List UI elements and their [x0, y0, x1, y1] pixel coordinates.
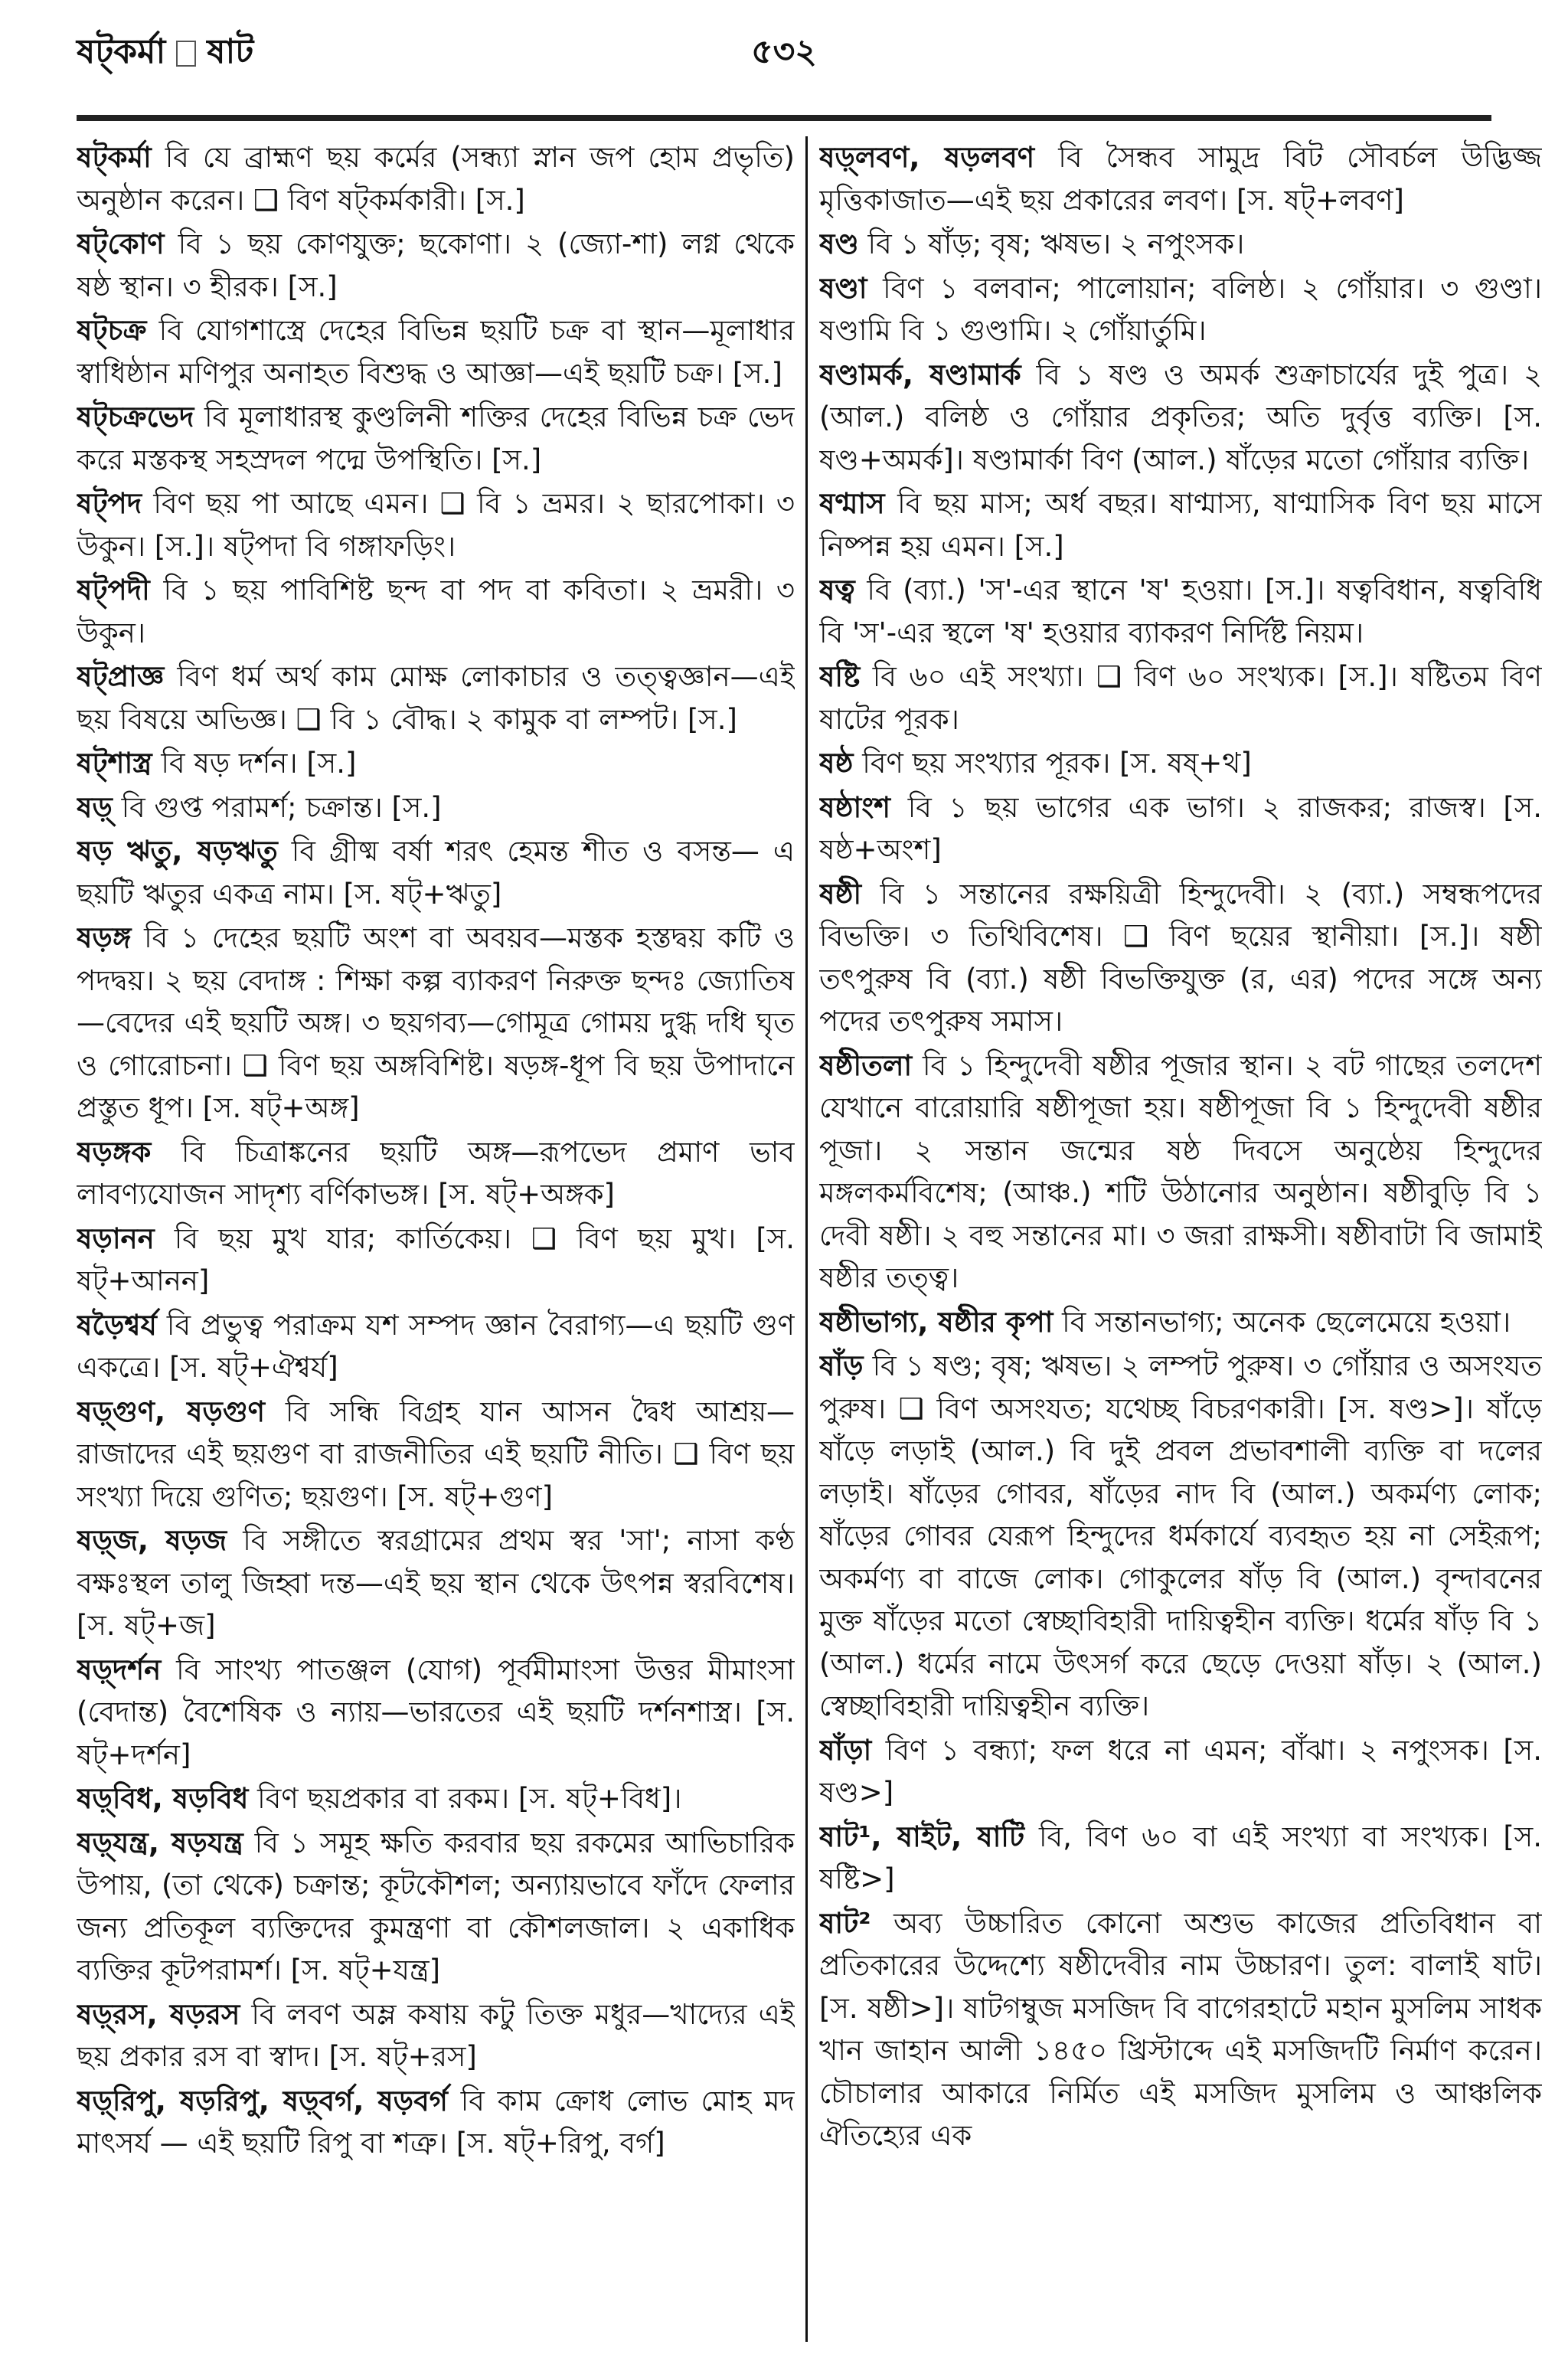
- entry-definition: বি (ব্যা.) 'স'-এর স্থানে 'ষ' হওয়া। [স.]। ষত্ববিধান, ষত্ববিধি বি 'স'-এর স্থলে 'ষ' হওয়ার ব্যাকরণ নির্দিষ্ট নিয়ম।: [819, 574, 1542, 649]
- dictionary-entry: [819, 267, 1542, 352]
- dictionary-entry: [77, 1777, 795, 1820]
- entry-definition: বি গুপ্ত পরামর্শ; চক্রান্ত। [স.]: [112, 790, 442, 824]
- entry-headword: ষট্‌চক্রভেদ: [77, 401, 194, 433]
- dictionary-entry: [819, 1902, 1542, 2157]
- dictionary-entry: [77, 1218, 795, 1303]
- dictionary-entry: [77, 917, 795, 1130]
- dictionary-entry: [77, 396, 795, 481]
- dictionary-entry: [819, 1045, 1542, 1300]
- entry-definition: বি যোগশাস্ত্রে দেহের বিভিন্ন ছয়টি চক্র বা স্থান—মূলাধার স্বাধিষ্ঠান মণিপুর অনাহত বিশুদ্ধ ও আজ্ঞা—এই ছয়টি চক্র। [স.]: [77, 314, 795, 390]
- dictionary-entry: [77, 1822, 795, 1992]
- entry-definition: বিণ ধর্ম অর্থ কাম মোক্ষ লোকাচার ও তত্ত্বজ্ঞান—এই ছয় বিষয়ে অভিজ্ঞ। ❑ বি ১ বৌদ্ধ। ২ কামুক বা লম্পট। [স.]: [77, 660, 795, 736]
- entry-headword: ষষ্ঠী: [819, 877, 862, 911]
- entry-definition: বি কাম ক্রোধ লোভ মোহ মদ মাৎসর্য — এই ছয়টি রিপু বা শত্রু। [স. ষট্‌+রিপু, বর্গ]: [77, 2084, 795, 2160]
- entry-definition: বি ছয় মুখ যার; কার্তিকেয়। ❑ বিণ ছয় মুখ। [স. ষট্‌+আনন]: [77, 1221, 795, 1297]
- dictionary-entry: [819, 1816, 1542, 1901]
- dictionary-entry: [77, 309, 795, 394]
- entry-headword: ষত্ব: [819, 574, 855, 607]
- entry-headword: ষষ্ঠীতলা: [819, 1048, 913, 1082]
- entry-definition: বি ১ ষণ্ড; বৃষ; ঋষভ। ২ লম্পট পুরুষ। ৩ গোঁয়ার ও অসংযত পুরুষ। ❑ বিণ অসংযত; যথেচ্ছ বিচরণকারী। [স. ষণ্ড>]। ষাঁড়ে ষাঁড়ে লড়াই (আল.) বি দুই প্রবল প্রভাবশালী ব্যক্তি বা দলের লড়াই। ষাঁড়ের গোবর, ষাঁড়ের নাদ বি (আল.) অকর্মণ্য লোক; ষাঁড়ের গোবর যেরূপ হিন্দুদের ধর্মকার্যে ব্যবহৃত হয় না সেইরূপ; অকর্মণ্য বা বাজে লোক। গোকুলের ষাঁড় বি (আল.) বৃন্দাবনের মুক্ত ষাঁড়ের মতো স্বেচ্ছাবিহারী দায়িত্বহীন ব্যক্তি। ধর্মের ষাঁড় বি ১ (আল.) ধর্মের নামে উৎসর্গ করে ছেড়ে দেওয়া ষাঁড়। ২ (আল.) স্বেচ্ছাবিহারী দায়িত্বহীন ব্যক্তি।: [819, 1349, 1542, 1722]
- dictionary-entry: [819, 873, 1542, 1043]
- entry-headword: ষষ্ঠাংশ: [819, 790, 891, 824]
- entry-definition: বি ১ সমূহ ক্ষতি করবার ছয় রকমের আভিচারিক উপায়, (তা থেকে) চক্রান্ত; কূটকৌশল; অন্যায়ভাবে ফাঁদে ফেলার জন্য প্রতিকূল ব্যক্তিদের কুমন্ত্রণা বা কৌশলজাল। ২ একাধিক ব্যক্তির কূটপরামর্শ। [স. ষট্‌+যন্ত্র]: [77, 1826, 795, 1987]
- dictionary-entry: [77, 1391, 795, 1519]
- entry-definition: বিণ ছয় সংখ্যার পূরক। [স. ষষ্‌+থ]: [853, 747, 1252, 780]
- entry-headword: ষড়্‌জ, ষড়জ: [77, 1524, 227, 1557]
- dictionary-entry: [77, 136, 795, 221]
- right-column: [819, 136, 1542, 2349]
- entry-definition: বি ষড় দর্শন। [স.]: [152, 747, 357, 780]
- dictionary-entry: [77, 2080, 795, 2165]
- entry-definition: বি ১ ষাঁড়; বৃষ; ঋষভ। ২ নপুংসক।: [858, 227, 1245, 260]
- dictionary-entry: [819, 354, 1542, 482]
- dictionary-entry: [77, 1131, 795, 1216]
- entry-headword: ষষ্ঠীভাগ্য, ষষ্ঠীর কৃপা: [819, 1305, 1054, 1339]
- left-column: [77, 136, 795, 2349]
- entry-definition: বি ১ দেহের ছয়টি অংশ বা অবয়ব—মস্তক হস্তদ্বয় কটি ও পদদ্বয়। ২ ছয় বেদাঙ্গ : শিক্ষা কল্প ব্যাকরণ নিরুক্ত ছন্দঃ জ্যোতিষ—বেদের এই ছয়টি অঙ্গ। ৩ ছয়গব্য—গোমূত্র গোময় দুগ্ধ দধি ঘৃত ও গোরোচনা। ❑ বিণ ছয় অঙ্গবিশিষ্ট। ষড়ঙ্গ-ধূপ বি ছয় উপাদানে প্রস্তুত ধূপ। [স. ষট্‌+অঙ্গ]: [77, 921, 795, 1124]
- entry-headword: ষড়্‌বিধ, ষড়বিধ: [77, 1782, 249, 1815]
- header-rule: [77, 115, 1491, 121]
- entry-headword: ষাট²: [819, 1906, 871, 1940]
- dictionary-entry: [77, 1993, 795, 2078]
- entry-definition: বি সৈন্ধব সামুদ্র বিট সৌবর্চল উদ্ভিজ্জ মৃত্তিকাজাত—এই ছয় প্রকারের লবণ। [স. ষট্‌+লবণ]: [819, 141, 1542, 217]
- entry-headword: ষাঁড়: [819, 1349, 864, 1382]
- entry-headword: ষড়্‌দর্শন: [77, 1653, 162, 1686]
- entry-headword: ষষ্ঠ: [819, 747, 854, 780]
- entry-headword: ষট্‌প্রাজ্ঞ: [77, 660, 165, 693]
- dictionary-entry: [819, 569, 1542, 654]
- entry-definition: বি সঙ্গীতে স্বরগ্রামের প্রথম স্বর 'সা'; নাসা কণ্ঠ বক্ষঃস্থল তালু জিহ্বা দন্ত—এই ছয় স্থান থেকে উৎপন্ন স্বরবিশেষ। [স. ষট্‌+জ]: [77, 1524, 795, 1642]
- entry-headword: ষট্‌চক্র: [77, 314, 147, 347]
- entry-headword: ষড়্‌রিপু, ষড়রিপু, ষড়্‌বর্গ, ষড়বর্গ: [77, 2084, 448, 2117]
- dictionary-entry: [819, 1729, 1542, 1814]
- entry-definition: বিণ ছয়প্রকার বা রকম। [স. ষট্‌+বিধ]।: [248, 1782, 682, 1815]
- entry-definition: অব্য উচ্চারিত কোনো অশুভ কাজের প্রতিবিধান বা প্রতিকারের উদ্দেশ্যে ষষ্ঠীদেবীর নাম উচ্চারণ। তুল: বালাই ষাট। [স. ষষ্ঠী>]। ষাটগম্বুজ মসজিদ বি বাগেরহাটে মহান মুসলিম সাধক খান জাহান আলী ১৪৫০ খ্রিস্টাব্দে এই মসজিদটি নির্মাণ করেন। চৌচালার আকারে নির্মিত এই মসজিদ মুসলিম ও আঞ্চলিক ঐতিহ্যের এক: [819, 1906, 1542, 2152]
- dictionary-entry: [819, 223, 1542, 266]
- entry-headword: ষষ্টি: [819, 660, 861, 693]
- dictionary-entry: [77, 223, 795, 308]
- entry-headword: ষড়্‌যন্ত্র, ষড়যন্ত্র: [77, 1826, 243, 1859]
- page-number: ৫৩২: [751, 32, 817, 71]
- entry-headword: ষাঁড়া: [819, 1733, 872, 1767]
- entry-headword: ষট্‌শাস্ত্র: [77, 747, 152, 780]
- entry-definition: বিণ ছয় পা আছে এমন। ❑ বি ১ ভ্রমর। ২ ছারপোকা। ৩ উকুন। [স.]। ষট্‌পদা বি গঙ্গাফড়িং।: [77, 487, 795, 563]
- entry-definition: বি যে ব্রাহ্মণ ছয় কর্মের (সন্ধ্যা স্নান জপ হোম প্রভৃতি) অনুষ্ঠান করেন। ❑ বিণ ষট্‌কর্মকারী। [স.]: [77, 141, 795, 217]
- dictionary-entry: [819, 1345, 1542, 1728]
- entry-headword: ষট্‌পদ: [77, 487, 142, 520]
- entry-headword: ষড়্‌লবণ, ষড়লবণ: [819, 141, 1035, 174]
- entry-headword: ষড়্‌গুণ, ষড়গুণ: [77, 1395, 266, 1428]
- entry-definition: বি ১ হিন্দুদেবী ষষ্ঠীর পূজার স্থান। ২ বট গাছের তলদেশ যেখানে বারোয়ারি ষষ্ঠীপূজা হয়। ষষ্ঠীপূজা বি ১ হিন্দুদেবী ষষ্ঠীর পূজা। ২ সন্তান জন্মের ষষ্ঠ দিবসে অনুষ্ঠেয় হিন্দুদের মঙ্গলকর্মবিশেষ; (আঞ্চ.) শটি উঠানোর অনুষ্ঠান। ষষ্ঠীবুড়ি বি ১ দেবী ষষ্ঠী। ২ বহু সন্তানের মা। ৩ জরা রাক্ষসী। ষষ্ঠীবাটা বি জামাই ষষ্ঠীর তত্ত্ব।: [819, 1048, 1542, 1294]
- entry-definition: বি লবণ অম্ল কষায় কটু তিক্ত মধুর—খাদ্যের এই ছয় প্রকার রস বা স্বাদ। [স. ষট্‌+রস]: [77, 1997, 795, 2073]
- dictionary-entry: [819, 656, 1542, 741]
- dictionary-entry: [77, 1304, 795, 1389]
- entry-headword: ষট্‌কোণ: [77, 227, 165, 260]
- entry-headword: ষণ্মাস: [819, 487, 885, 520]
- entry-definition: বিণ ১ বন্ধ্যা; ফল ধরে না এমন; বাঁঝা। ২ নপুংসক। [স. ষণ্ড>]: [819, 1733, 1542, 1809]
- entry-headword: ষড়ঙ্গক: [77, 1135, 152, 1169]
- dictionary-entry: [77, 786, 795, 829]
- entry-definition: বি প্রভুত্ব পরাক্রম যশ সম্পদ জ্ঞান বৈরাগ্য—এ ছয়টি গুণ একত্রে। [স. ষট্‌+ঐশ্বর্য]: [77, 1308, 795, 1384]
- entry-definition: বি ৬০ এই সংখ্যা। ❑ বিণ ৬০ সংখ্যক। [স.]। ষষ্টিতম বিণ ষাটের পূরক।: [819, 660, 1542, 736]
- entry-headword: ষড়্‌: [77, 790, 113, 824]
- entry-definition: বি ১ ছয় পাবিশিষ্ট ছন্দ বা পদ বা কবিতা। ২ ভ্রমরী। ৩ উকুন।: [77, 574, 795, 649]
- dictionary-entry: [819, 1301, 1542, 1344]
- entry-definition: বি সন্তানভাগ্য; অনেক ছেলেমেয়ে হওয়া।: [1053, 1305, 1511, 1339]
- entry-definition: বি গ্রীষ্ম বর্ষা শরৎ হেমন্ত শীত ও বসন্ত— এ ছয়টি ঋতুর একত্র নাম। [স. ষট্‌+ঋতু]: [77, 835, 795, 911]
- dictionary-entry: [77, 742, 795, 785]
- entry-headword: ষট্‌কর্মা: [77, 141, 152, 174]
- page-header: [77, 26, 1491, 87]
- entry-headword: ষণ্ড: [819, 227, 859, 260]
- entry-definition: বি ১ ছয় কোণযুক্ত; ছকোণা। ২ (জ্যো-শা) লগ্ন থেকে ষষ্ঠ স্থান। ৩ হীরক। [স.]: [77, 227, 795, 303]
- dictionary-entry: [819, 742, 1542, 785]
- entry-definition: বি ১ ষণ্ড ও অমর্ক শুক্রাচার্যের দুই পুত্র। ২ (আল.) বলিষ্ঠ ও গোঁয়ার প্রকৃতির; অতি দুর্বৃত্ত ব্যক্তি। [স. ষণ্ড+অমর্ক]। ষণ্ডামার্কা বিণ (আল.) ষাঁড়ের মতো গোঁয়ার ব্যক্তি।: [819, 358, 1542, 476]
- entry-definition: বি ১ ছয় ভাগের এক ভাগ। ২ রাজকর; রাজস্ব। [স. ষষ্ঠ+অংশ]: [819, 790, 1542, 866]
- entry-definition: বি সন্ধি বিগ্রহ যান আসন দ্বৈধ আশ্রয়—রাজাদের এই ছয়গুণ বা রাজনীতির এই ছয়টি নীতি। ❑ বিণ ছয় সংখ্যা দিয়ে গুণিত; ছয়গুণ। [স. ষট্‌+গুণ]: [77, 1395, 795, 1513]
- entry-definition: বি ১ সন্তানের রক্ষয়িত্রী হিন্দুদেবী। ২ (ব্যা.) সম্বন্ধপদের বিভক্তি। ৩ তিথিবিশেষ। ❑ বিণ ছয়ের স্থানীয়া। [স.]। ষষ্ঠী তৎপুরুষ বি (ব্যা.) ষষ্ঠী বিভক্তিযুক্ত (র, এর) পদের সঙ্গে অন্য পদের তৎপুরুষ সমাস।: [819, 877, 1542, 1038]
- entry-definition: বি, বিণ ৬০ বা এই সংখ্যা বা সংখ্যক। [স. ষষ্টি>]: [819, 1820, 1542, 1895]
- entry-definition: বি ছয় মাস; অর্ধ বছর। ষাণ্মাস্য, ষাণ্মাসিক বিণ ছয় মাসে নিষ্পন্ন হয় এমন। [স.]: [819, 487, 1542, 563]
- entry-definition: বিণ ১ বলবান; পালোয়ান; বলিষ্ঠ। ২ গোঁয়ার। ৩ গুণ্ডা। ষণ্ডামি বি ১ গুণ্ডামি। ২ গোঁয়ার্তুমি।: [819, 271, 1542, 347]
- entry-headword: ষড় ঋতু, ষড়ঋতু: [77, 835, 278, 868]
- guide-word-first: ষট্‌কর্মা: [77, 32, 166, 71]
- entry-headword: ষাট¹, ষাইট, ষাটি: [819, 1820, 1025, 1853]
- entry-headword: ষড়ৈশ্বর্য: [77, 1308, 157, 1342]
- dictionary-entry: [77, 1519, 795, 1647]
- entry-definition: বি মূলাধারস্থ কুণ্ডলিনী শক্তির দেহের বিভিন্ন চক্র ভেদ করে মস্তকস্থ সহস্রদল পদ্মে উপস্থিতি। [স.]: [77, 401, 795, 476]
- dictionary-entry: [77, 656, 795, 741]
- entry-definition: বি সাংখ্য পাতঞ্জল (যোগ) পূর্বমীমাংসা উত্তর মীমাংসা (বেদান্ত) বৈশেষিক ও ন্যায়—ভারতের এই ছয়টি দর্শনশাস্ত্র। [স. ষট্‌+দর্শন]: [77, 1653, 795, 1771]
- dictionary-entry: [77, 482, 795, 567]
- dictionary-entry: [819, 786, 1542, 871]
- entry-headword: ষণ্ডামর্ক, ষণ্ডামার্ক: [819, 358, 1021, 391]
- dictionary-entry: [819, 482, 1542, 567]
- dictionary-entry: [819, 136, 1542, 221]
- entry-headword: ষট্‌পদী: [77, 574, 150, 607]
- entry-headword: ষণ্ডা: [819, 271, 867, 305]
- entry-definition: বি চিত্রাঙ্কনের ছয়টি অঙ্গ—রূপভেদ প্রমাণ ভাব লাবণ্যযোজন সাদৃশ্য বর্ণিকাভঙ্গ। [স. ষট্‌+অঙ্গক]: [77, 1135, 795, 1211]
- guide-word-last: ষাট: [207, 32, 254, 71]
- entry-headword: ষড়্‌রস, ষড়রস: [77, 1997, 240, 2031]
- dictionary-entry: [77, 1649, 795, 1777]
- column-divider: [805, 136, 808, 2342]
- entry-headword: ষড়ানন: [77, 1221, 155, 1255]
- dictionary-entry: [77, 830, 795, 915]
- dictionary-entry: [77, 569, 795, 654]
- entry-headword: ষড়ঙ্গ: [77, 921, 132, 954]
